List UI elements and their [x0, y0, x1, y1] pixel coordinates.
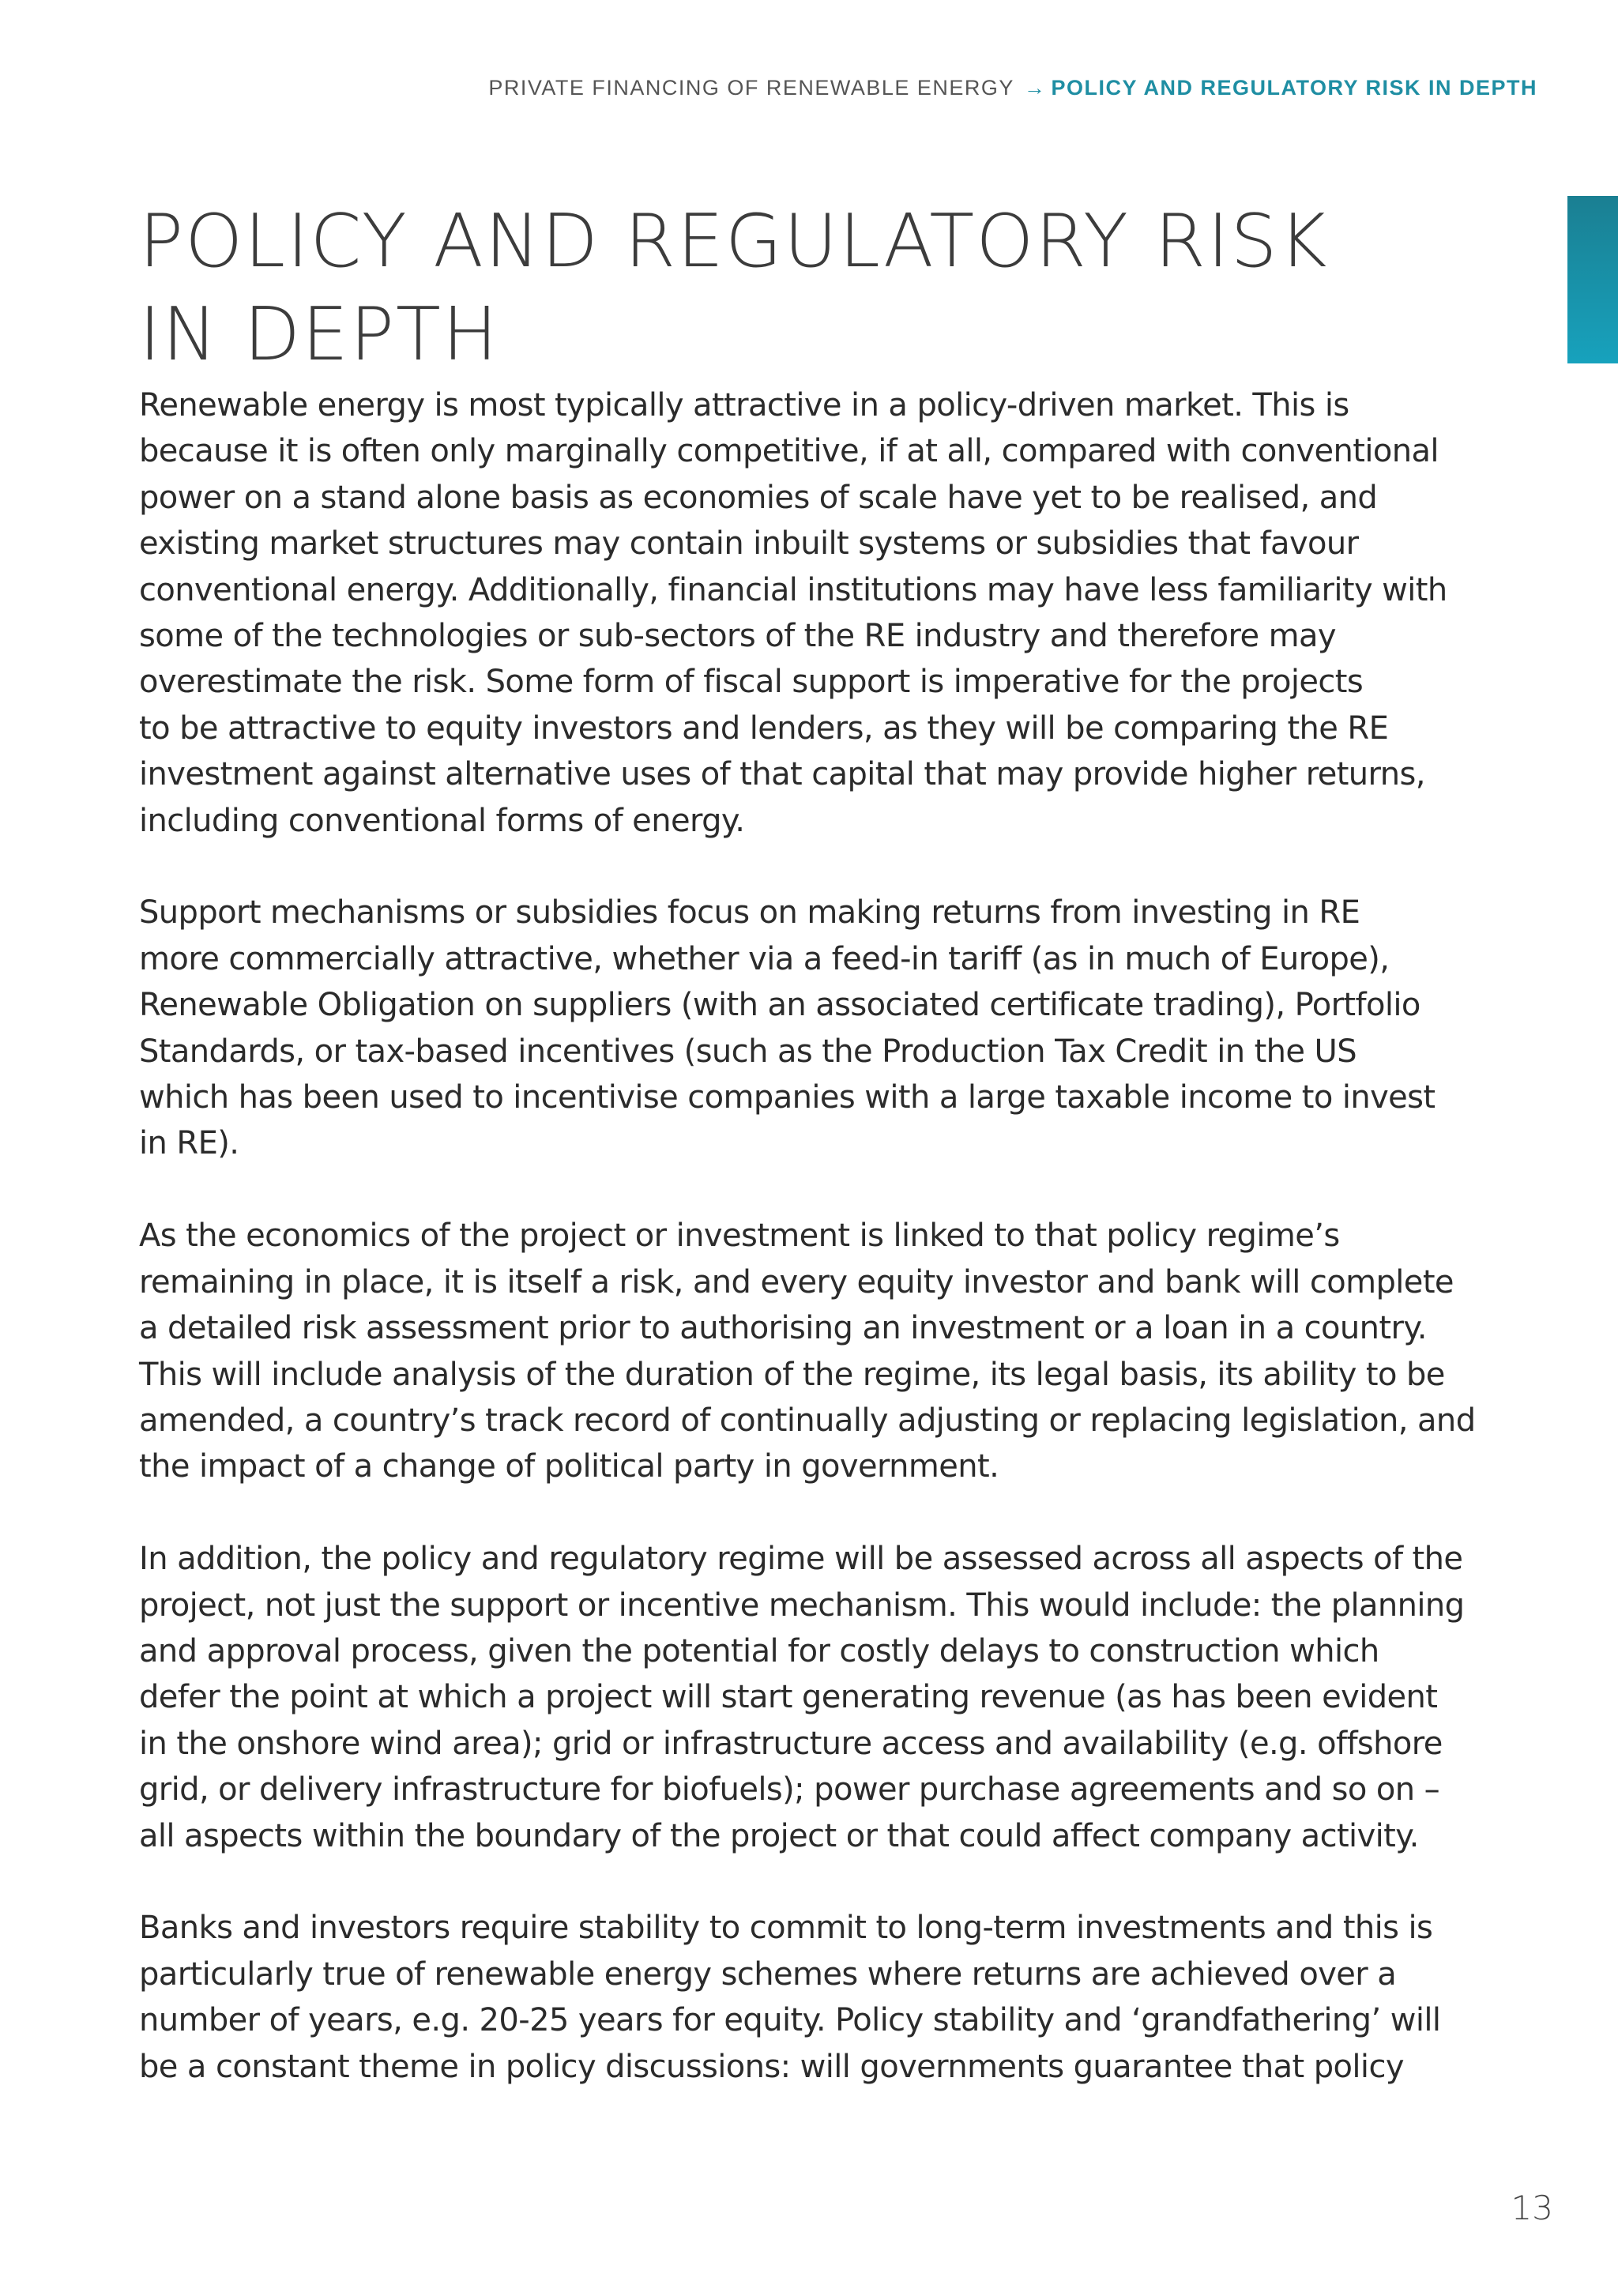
text-line: some of the technologies or sub-sectors of the RE industry and therefore may [139, 618, 1336, 655]
text-line: a detailed risk assessment prior to authorising an investment or a loan in a country. [139, 1310, 1427, 1347]
text-line: remaining in place, it is itself a risk, and every equity investor and bank will complete [139, 1263, 1454, 1300]
text-line: grid, or delivery infrastructure for biofuels); power purchase agreements and so on – [139, 1771, 1440, 1809]
header-section-label: PRIVATE FINANCING OF RENEWABLE ENERGY [488, 76, 1014, 100]
paragraph-regulatory-regime [139, 1536, 1465, 1859]
text-line: in the onshore wind area); grid or infrastructure access and availability (e.g. offshore [139, 1725, 1443, 1762]
body-text [139, 382, 1476, 2136]
text-line: because it is often only marginally competitive, if at all, compared with conventional [139, 433, 1439, 470]
text-line: be a constant theme in policy discussions: will governments guarantee that policy [139, 2048, 1404, 2085]
text-line: all aspects within the boundary of the project or that could affect company activity. [139, 1817, 1419, 1854]
text-line: investment against alternative uses of that capital that may provide higher returns, [139, 756, 1425, 793]
section-tab-marker [1567, 196, 1618, 363]
text-line: This will include analysis of the duration of the regime, its legal basis, its ability to be [139, 1356, 1445, 1393]
text-line: and approval process, given the potential for costly delays to construction which [139, 1632, 1379, 1669]
text-line: defer the point at which a project will start generating revenue (as has been evident [139, 1679, 1438, 1716]
text-line: existing market structures may contain inbuilt systems or subsidies that favour [139, 525, 1359, 563]
text-line: Support mechanisms or subsidies focus on making returns from investing in RE [139, 894, 1360, 932]
text-line: As the economics of the project or investment is linked to that policy regime’s [139, 1218, 1340, 1255]
text-line: project, not just the support or incentive mechanism. This would include: the planning [139, 1586, 1465, 1624]
text-line: to be attractive to equity investors and lenders, as they will be comparing the RE [139, 710, 1389, 747]
text-line: power on a stand alone basis as economies of scale have yet to be realised, and [139, 479, 1378, 516]
page-number: 13 [1511, 2189, 1553, 2227]
arrow-right-icon: → [1023, 76, 1047, 100]
text-line: more commercially attractive, whether via a feed-in tariff (as in much of Europe), [139, 940, 1390, 977]
text-line: Banks and investors require stability to commit to long-term investments and this is [139, 1910, 1433, 1947]
text-line: number of years, e.g. 20-25 years for equity. Policy stability and ‘grandfathering’ will [139, 2002, 1441, 2039]
text-line: which has been used to incentivise companies with a large taxable income to invest [139, 1079, 1436, 1116]
text-line: in RE). [139, 1125, 239, 1162]
text-line: In addition, the policy and regulatory regime will be assessed across all aspects of the [139, 1541, 1463, 1578]
text-line: overestimate the risk. Some form of fiscal support is imperative for the projects [139, 664, 1364, 701]
running-header [488, 76, 1537, 100]
paragraph-policy-driven-market [139, 382, 1447, 844]
page-title [139, 194, 1329, 381]
text-line: amended, a country’s track record of continually adjusting or replacing legislation, and [139, 1402, 1476, 1439]
text-line: the impact of a change of political party in government. [139, 1448, 999, 1485]
text-line: Renewable energy is most typically attractive in a policy-driven market. This is [139, 387, 1349, 423]
text-line: Standards, or tax-based incentives (such as the Production Tax Credit in the US [139, 1033, 1357, 1070]
paragraph-support-mechanisms [139, 890, 1436, 1166]
text-line: including conventional forms of energy. [139, 802, 745, 839]
text-line: Renewable Obligation on suppliers (with an associated certificate trading), Portfolio [139, 987, 1420, 1024]
text-line: conventional energy. Additionally, financial institutions may have less familiarity with [139, 571, 1447, 608]
page-title-line: POLICY AND REGULATORY RISK [139, 198, 1329, 284]
header-current-section: POLICY AND REGULATORY RISK IN DEPTH [1051, 76, 1537, 100]
text-line: particularly true of renewable energy schemes where returns are achieved over a [139, 1955, 1397, 1993]
page-title-line: IN DEPTH [139, 292, 499, 377]
paragraph-risk-assessment [139, 1213, 1476, 1489]
paragraph-policy-stability [139, 1905, 1441, 2090]
